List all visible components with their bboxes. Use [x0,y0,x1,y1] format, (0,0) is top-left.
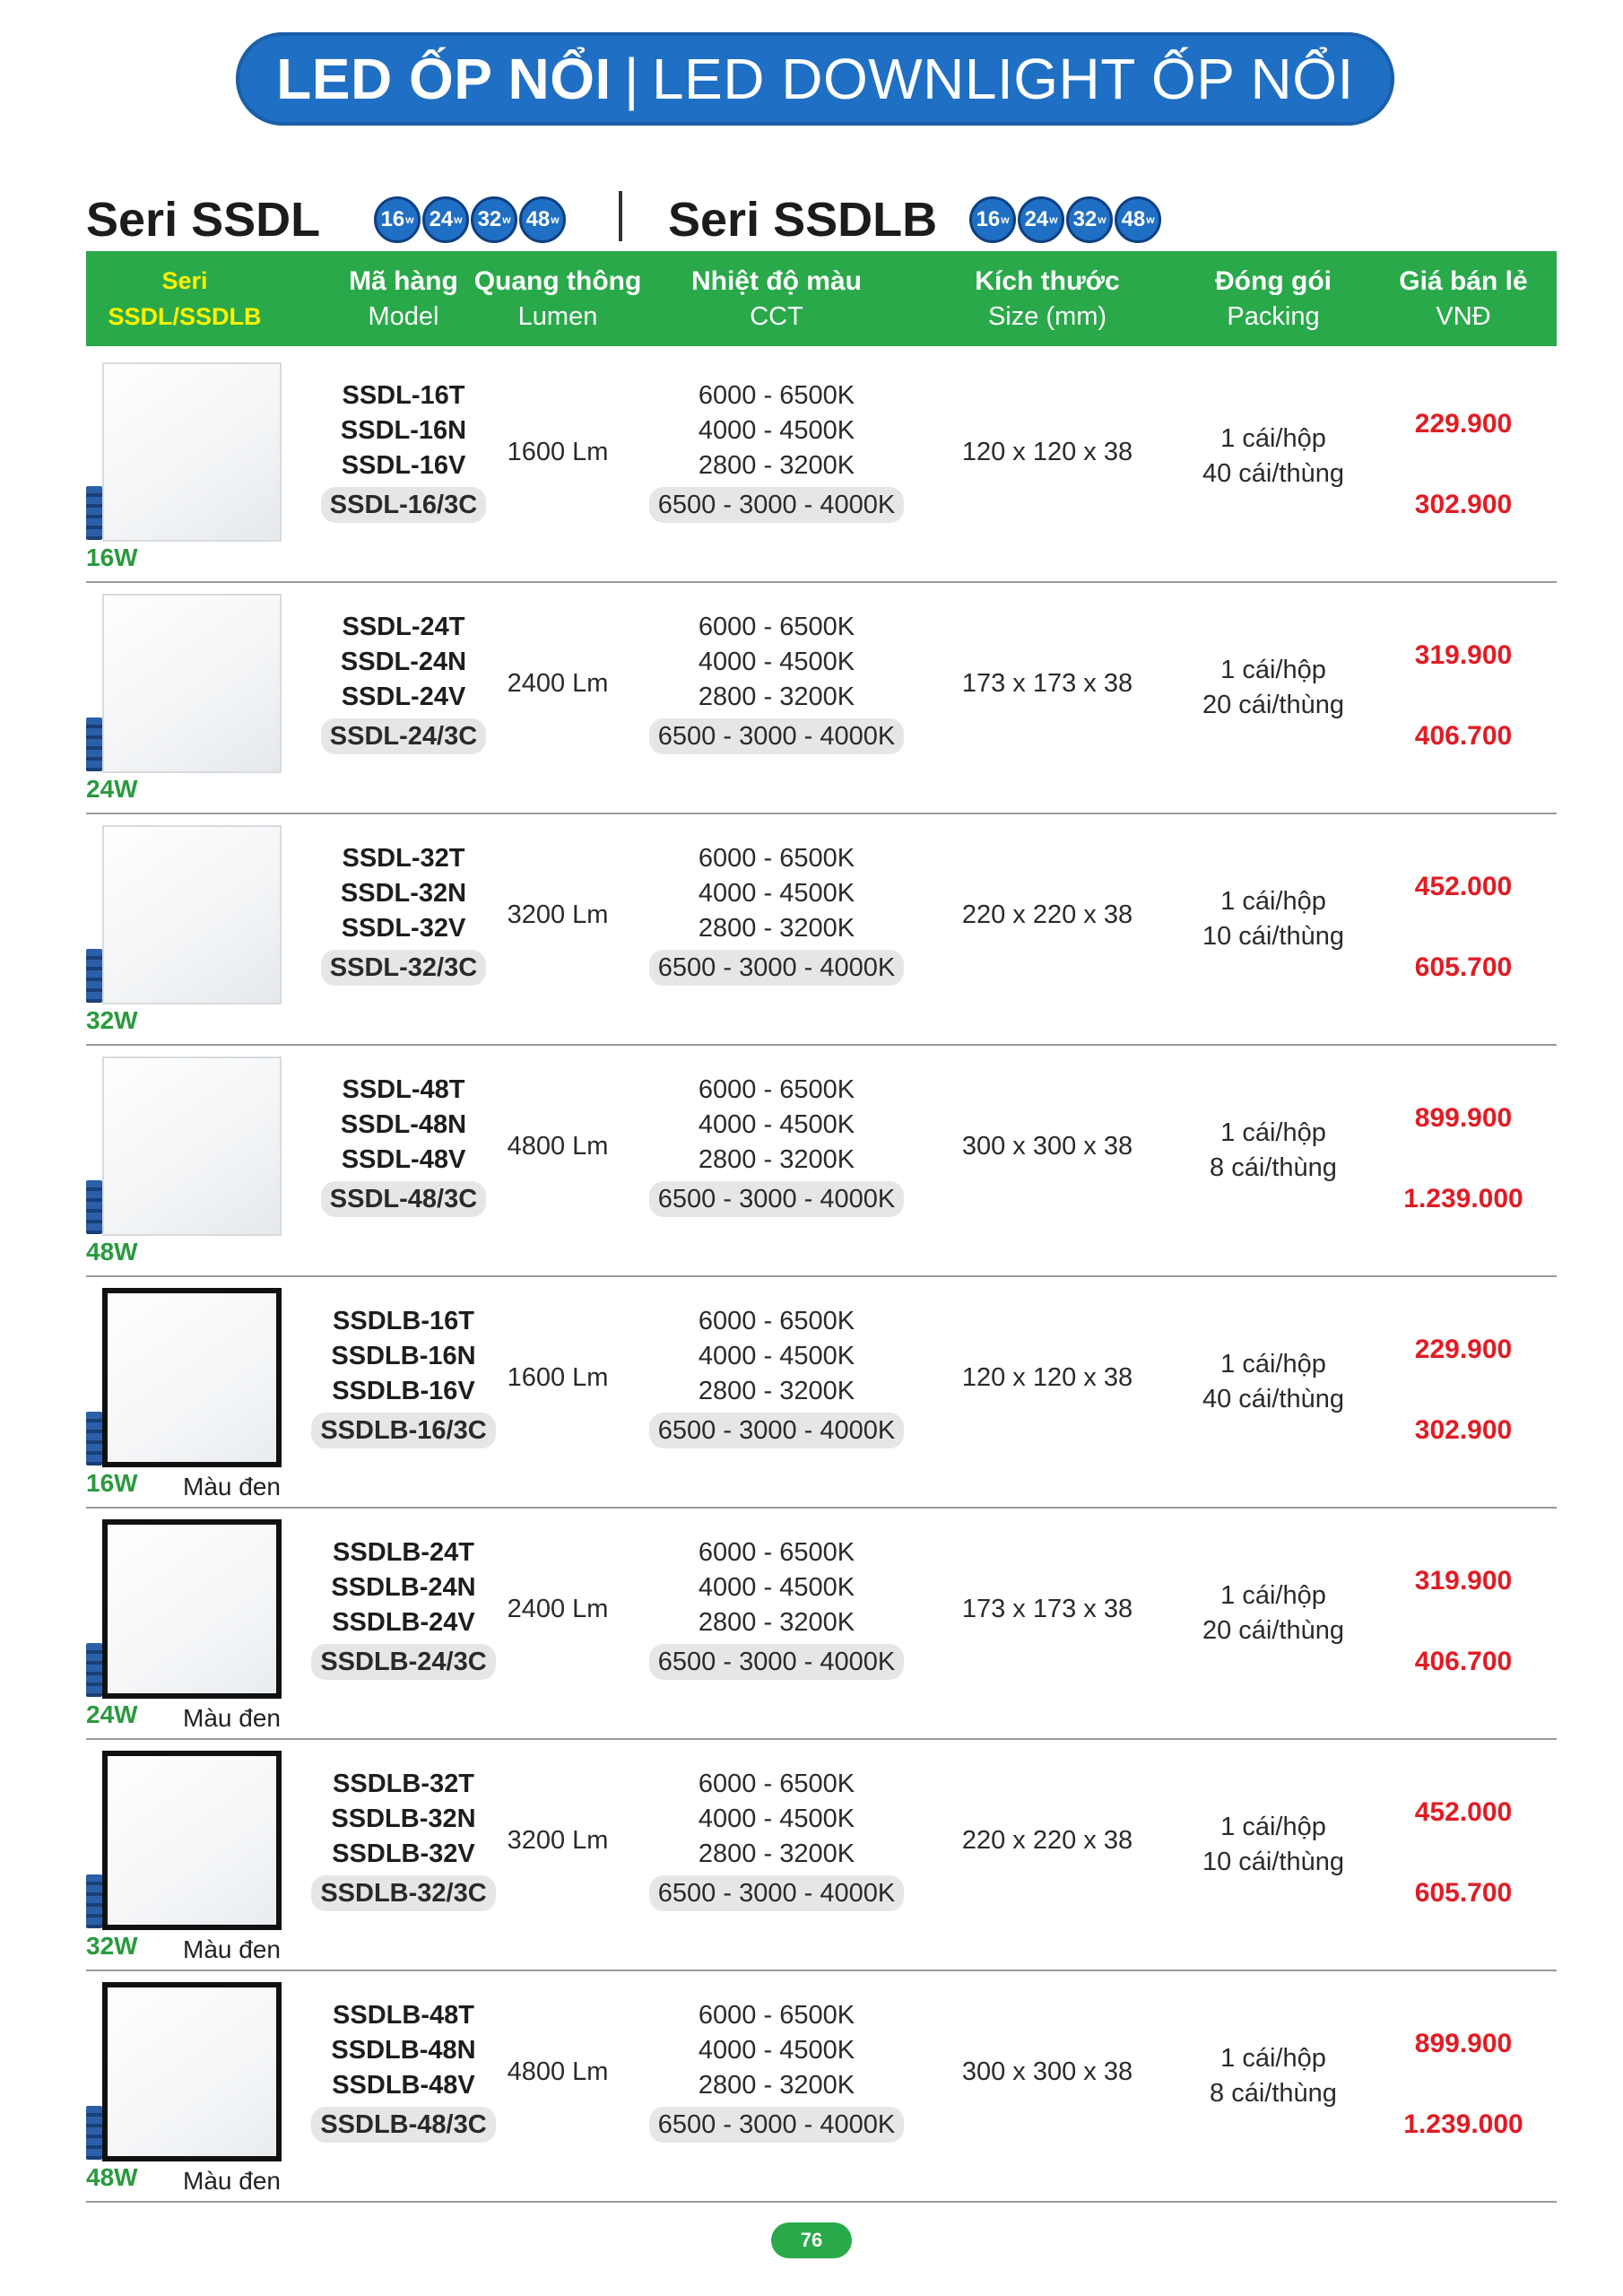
model-code: SSDLB-48T [333,2001,474,2030]
model-code: SSDL-16N [340,416,467,445]
lumen-value: 2400 Lm [507,669,609,698]
model-code: SSDLB-48N [331,2036,476,2065]
cct-value-3c: 6500 - 3000 - 4000K [649,1644,904,1680]
table-row [86,583,1557,814]
cct-list [633,1073,920,1217]
wattage-label: 24W [86,1700,138,1728]
header-packing: Đóng gói Packing [1215,266,1332,331]
size-value: 120 x 120 x 38 [961,438,1133,466]
led-driver-image [86,1412,102,1465]
wattage-badge: 16 w [374,196,421,243]
packing-box: 1 cái/hộp [1220,1118,1326,1147]
model-code: SSDLB-16N [331,1342,476,1370]
packing-carton: 20 cái/thùng [1202,1616,1344,1645]
model-code: SSDL-24N [340,648,467,676]
cct-value: 4000 - 4500K [698,1342,855,1370]
model-code: SSDLB-48V [332,2071,475,2100]
model-code-3c: SSDLB-16/3C [311,1413,495,1448]
packing-box: 1 cái/hộp [1220,2044,1326,2073]
wattage-badge: 32 w [471,196,517,243]
packing-carton: 8 cái/thùng [1210,1153,1337,1182]
cct-list [633,378,920,523]
led-driver-image [86,2106,102,2160]
led-driver-image [86,1874,102,1928]
model-code: SSDL-16T [342,381,465,410]
price-3c: 605.700 [1414,952,1513,982]
series-ssdlb [668,184,1161,256]
cct-value: 4000 - 4500K [698,1110,855,1139]
wattage-badge: 16 w [969,196,1016,243]
series-name: Seri SSDLB [668,193,938,247]
packing-box: 1 cái/hộp [1220,887,1326,916]
packing-info [1175,1116,1372,1186]
cct-value-3c: 6500 - 3000 - 4000K [649,718,904,754]
table-row [86,814,1557,1046]
model-code: SSDL-32V [341,914,466,943]
price-standard: 229.900 [1414,1335,1513,1364]
cct-value-3c: 6500 - 3000 - 4000K [649,2107,904,2143]
table-header [86,251,1557,346]
cct-value-3c: 6500 - 3000 - 4000K [649,950,904,986]
wattage-label: 16W [86,1469,138,1497]
cct-value: 6000 - 6500K [698,1538,855,1567]
wattage-badge: 32 w [1066,196,1113,243]
packing-box: 1 cái/hộp [1220,1350,1326,1378]
size-value: 173 x 173 x 38 [961,1595,1133,1623]
cct-value: 6000 - 6500K [698,2001,855,2030]
color-note: Màu đen [183,1935,281,1963]
packing-info [1175,1578,1372,1648]
color-note: Màu đen [183,2167,281,2195]
price-standard: 319.900 [1414,640,1513,670]
model-code-3c: SSDL-48/3C [321,1181,486,1217]
model-code: SSDL-48N [340,1110,467,1139]
banner-title-secondary: LED DOWNLIGHT ỐP NỔI [651,47,1354,111]
banner-separator: | [623,47,639,111]
product-image [102,1057,282,1236]
cct-value: 4000 - 4500K [698,879,855,908]
cct-value: 6000 - 6500K [698,844,855,873]
packing-info [1175,884,1372,954]
header-cct: Nhiệt độ màu CCT [690,266,862,331]
packing-box: 1 cái/hộp [1220,424,1326,453]
cct-list [633,1304,920,1448]
lumen-value: 4800 Lm [507,1132,609,1161]
price-3c: 1.239.000 [1403,2109,1523,2139]
model-code: SSDLB-32N [331,1805,476,1833]
lumen-value: 2400 Lm [507,1595,609,1623]
cct-value: 2800 - 3200K [698,2071,855,2100]
wattage-label: 48W [86,1238,138,1265]
price-standard: 899.900 [1414,2029,1513,2058]
size-value: 220 x 220 x 38 [961,1826,1133,1855]
lumen-value: 3200 Lm [507,1826,609,1855]
cct-value-3c: 6500 - 3000 - 4000K [649,1875,904,1911]
price-standard: 452.000 [1414,1797,1513,1827]
cct-value: 4000 - 4500K [698,2036,855,2065]
packing-info [1175,422,1372,491]
price-3c: 605.700 [1414,1878,1513,1908]
cct-value: 4000 - 4500K [698,1805,855,1833]
table-row [86,1971,1557,2203]
model-code-3c: SSDL-32/3C [321,950,486,986]
product-image [102,594,282,773]
price-3c: 302.900 [1414,490,1513,519]
color-note: Màu đen [183,1704,281,1732]
product-image [102,825,282,1004]
packing-carton: 10 cái/thùng [1202,922,1344,951]
size-value: 120 x 120 x 38 [961,1363,1133,1392]
packing-carton: 8 cái/thùng [1210,2079,1337,2108]
model-code: SSDL-32T [342,844,465,873]
cct-value: 2800 - 3200K [698,1608,855,1637]
model-code: SSDLB-32V [332,1839,475,1868]
price-3c: 406.700 [1414,721,1513,751]
model-code: SSDL-24T [342,613,465,641]
cct-value: 2800 - 3200K [698,914,855,943]
size-value: 220 x 220 x 38 [961,900,1133,929]
model-code: SSDLB-24T [333,1538,474,1567]
wattage-badge: 24 w [1018,196,1064,243]
cct-list [633,1535,920,1680]
cct-value-3c: 6500 - 3000 - 4000K [649,487,904,523]
header-price: Giá bán lẻ VNĐ [1399,266,1528,331]
cct-value: 6000 - 6500K [698,381,855,410]
size-value: 173 x 173 x 38 [961,669,1133,698]
color-note: Màu đen [183,1473,281,1500]
cct-value: 2800 - 3200K [698,1145,855,1174]
packing-box: 1 cái/hộp [1220,1813,1326,1841]
cct-value: 2800 - 3200K [698,683,855,711]
lumen-value: 3200 Lm [507,900,609,929]
row-divider [86,2201,1557,2203]
header-size: Kích thước Size (mm) [975,266,1120,331]
price-3c: 1.239.000 [1403,1184,1523,1213]
model-code: SSDLB-16V [332,1377,475,1405]
size-value: 300 x 300 x 38 [961,2057,1133,2086]
wattage-label: 32W [86,1006,138,1034]
cct-value-3c: 6500 - 3000 - 4000K [649,1413,904,1448]
model-code-3c: SSDL-24/3C [321,718,486,754]
led-driver-image [86,949,102,1003]
wattage-badge: 48 w [1115,196,1161,243]
packing-carton: 20 cái/thùng [1202,691,1344,719]
table-row [86,1046,1557,1277]
cct-value: 6000 - 6500K [698,613,855,641]
price-3c: 302.900 [1414,1415,1513,1445]
packing-info [1175,2041,1372,2111]
packing-carton: 40 cái/thùng [1202,459,1344,488]
banner-title-primary: LED ỐP NỔI [276,47,612,111]
led-driver-image [86,718,102,771]
price-standard: 452.000 [1414,872,1513,901]
product-image [102,1519,282,1699]
price-3c: 406.700 [1414,1647,1513,1676]
wattage-badges [374,196,566,243]
cct-value: 6000 - 6500K [698,1770,855,1798]
product-image [102,1288,282,1467]
lumen-value: 1600 Lm [507,438,609,466]
cct-list [633,1767,920,1911]
led-driver-image [86,486,102,540]
packing-info [1175,1347,1372,1417]
packing-carton: 10 cái/thùng [1202,1848,1344,1876]
cct-value: 2800 - 3200K [698,1839,855,1868]
model-code: SSDL-48T [342,1075,465,1104]
led-driver-image [86,1180,102,1234]
packing-info [1175,653,1372,723]
size-value: 300 x 300 x 38 [961,1132,1133,1161]
model-code: SSDL-16V [341,451,466,480]
cct-list [633,610,920,754]
model-code: SSDL-48V [341,1145,466,1174]
packing-box: 1 cái/hộp [1220,656,1326,684]
model-code-3c: SSDLB-24/3C [311,1644,495,1680]
table-row [86,1277,1557,1509]
cct-value: 6000 - 6500K [698,1307,855,1335]
packing-info [1175,1810,1372,1880]
cct-value: 2800 - 3200K [698,1377,855,1405]
lumen-value: 4800 Lm [507,2057,609,2086]
cct-value: 6000 - 6500K [698,1075,855,1104]
wattage-label: 48W [86,2163,138,2191]
packing-carton: 40 cái/thùng [1202,1385,1344,1413]
model-code: SSDL-24V [341,683,466,711]
model-code: SSDLB-24N [331,1573,476,1602]
wattage-badge: 24 w [422,196,469,243]
cct-value: 4000 - 4500K [698,1573,855,1602]
price-standard: 899.900 [1414,1103,1513,1133]
wattage-label: 24W [86,775,138,803]
header-model: Mã hàng Model [349,266,458,331]
model-code-3c: SSDLB-48/3C [311,2107,495,2143]
title-banner [236,32,1394,126]
cct-value: 4000 - 4500K [698,648,855,676]
wattage-badge: 48 w [519,196,566,243]
wattage-label: 32W [86,1932,138,1960]
table-row [86,1509,1557,1740]
led-driver-image [86,1643,102,1697]
series-ssdl [86,184,566,256]
product-image [102,1751,282,1930]
table-row [86,352,1557,583]
price-standard: 319.900 [1414,1566,1513,1596]
packing-box: 1 cái/hộp [1220,1581,1326,1610]
cct-value-3c: 6500 - 3000 - 4000K [649,1181,904,1217]
cct-value: 2800 - 3200K [698,451,855,480]
wattage-label: 16W [86,544,138,571]
cct-list [633,841,920,986]
cct-list [633,1998,920,2143]
table-row [86,1740,1557,1971]
page-number: 76 [771,2222,852,2258]
model-code-3c: SSDL-16/3C [321,487,486,523]
model-code: SSDLB-32T [333,1770,474,1798]
model-code-3c: SSDLB-32/3C [311,1875,495,1911]
product-image [102,1982,282,2161]
header-seri: Seri SSDL/SSDLB [108,267,262,330]
series-divider [619,191,622,241]
header-lumen: Quang thông Lumen [473,266,642,331]
cct-value: 4000 - 4500K [698,416,855,445]
wattage-badges [969,196,1161,243]
price-standard: 229.900 [1414,409,1513,439]
lumen-value: 1600 Lm [507,1363,609,1392]
product-image [102,362,282,542]
model-code: SSDLB-24V [332,1608,475,1637]
model-code: SSDL-32N [340,879,467,908]
series-name: Seri SSDL [86,193,321,247]
model-code: SSDLB-16T [333,1307,474,1335]
